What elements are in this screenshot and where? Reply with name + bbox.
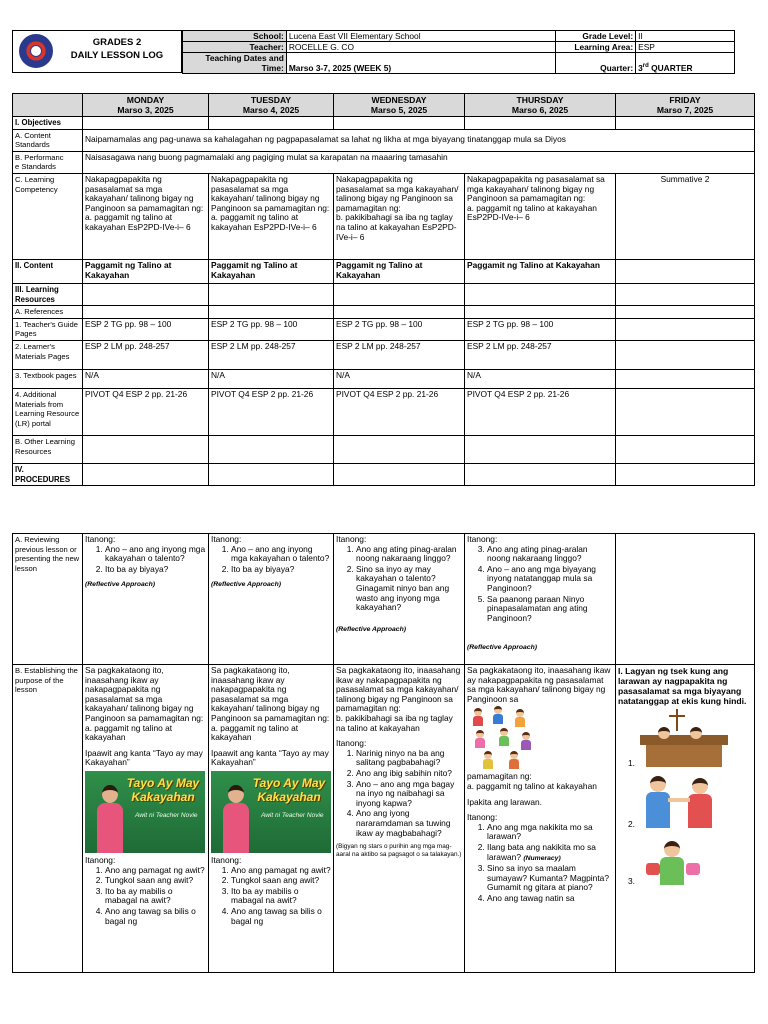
lm-tue: ESP 2 LM pp. 248-257: [209, 340, 334, 369]
textbook-mon: N/A: [83, 369, 209, 388]
content-label: II. Content: [13, 259, 83, 283]
textbook-wed: N/A: [334, 369, 465, 388]
competency-tue: Nakapagpapakita ng pasasalamat sa mga kakayahan/ talinong bigay ng Panginoon sa pamamagitan ng: a. paggamit ng talino at kakayahan EsP2PD-IVe-i– 6: [209, 173, 334, 259]
resources-label: III. Learning Resources: [13, 283, 83, 305]
area-label: Learning Area:: [556, 42, 636, 53]
header-logo-box: [12, 30, 182, 73]
quarrel-illustration: 2.: [628, 772, 752, 834]
establish-label: B. Establishing the purpose of the lesson: [13, 665, 83, 973]
textbook-thu: N/A: [465, 369, 616, 388]
other-resources-label: B. Other Learning Resources: [13, 435, 83, 463]
additional-mon: PIVOT Q4 ESP 2 pp. 21-26: [83, 388, 209, 435]
competency-wed: Nakapagpapakita ng pasasalamat sa mga kakayahan/ talinong bigay ng Panginoon sa pamamagitan ng: b. pakikibahagi sa iba ng taglay na talino at kakayahan EsP2PD-IVe-i– 6: [334, 173, 465, 259]
lm-mon: ESP 2 LM pp. 248-257: [83, 340, 209, 369]
review-thu: Itanong: 3. Ano ang ating pinag-aralan noong nakaraang linggo? 4. Ano – ano ang mga biyayang inyong natatanggap mula sa Panginoon? 5. Sa paanong paraan Ninyo pinapasalamatan ang ating Panginoon? (Reflective Approach): [465, 534, 616, 665]
additional-thu: PIVOT Q4 ESP 2 pp. 21-26: [465, 388, 616, 435]
review-label: A. Reviewing previous lesson or presenting the new lesson: [13, 534, 83, 665]
day-header-tue: TUESDAY Marso 4, 2025: [209, 94, 334, 117]
performance-standard-label: B. Performanc e Standards: [13, 151, 83, 173]
song-video-thumbnail[interactable]: Tayo Ay May Kakayahan Awit ni Teacher Novie: [211, 771, 331, 853]
content-mon: Paggamit ng Talino at Kakayahan: [83, 259, 209, 283]
grade-label: Grade Level:: [556, 31, 636, 42]
teacher-label: Teacher:: [183, 42, 287, 53]
lm-label: 2. Learner's Materials Pages: [13, 340, 83, 369]
competency-thu: Nakapagpapakita ng pasasalamat sa mga kakayahan/ talinong bigay ng Panginoon sa pamamagitan ng: a. paggamit ng talino at kakayahan EsP2PD-IVe-i– 6: [465, 173, 616, 259]
competency-mon: Nakapagpapakita ng pasasalamat sa mga kakayahan/ talinong bigay ng Panginoon sa pamamagitan ng: a. paggamit ng talino at kakayahan EsP2PD-IVe-i– 6: [83, 173, 209, 259]
objectives-label: I. Objectives: [13, 117, 83, 130]
song-video-thumbnail[interactable]: Tayo Ay May Kakayahan Awit ni Teacher Novie: [85, 771, 205, 853]
additional-wed: PIVOT Q4 ESP 2 pp. 21-26: [334, 388, 465, 435]
establish-mon: Sa pagkakataong ito, inaasahang ikaw ay nakapagpapakita ng pasasalamat sa mga kakayahan/ talinong bigay ng Panginoon sa pamamagitan ng: a. paggamit ng talino at kakayahan Ipaawit ang kanta “Tayo ay may Kakayahan” Tayo Ay May Kakayahan Awit ni Teacher Novie Itanong: 1. Ano ang pamagat ng awit? 2. Tungkol saan ang awit? 3. Ito ba ay mabilis o mabagal na awit? 4. Ano ang tawag sa bilis o bagal ng: [83, 665, 209, 973]
day-header-thu: THURSDAY Marso 6, 2025: [465, 94, 616, 117]
performance-standard-value: Naisasagawa nang buong pagmamalaki ang pagiging mulat sa karapatan na maaaring tamasahin: [83, 151, 755, 173]
area-value: ESP: [636, 42, 735, 53]
tg-tue: ESP 2 TG pp. 98 – 100: [209, 318, 334, 340]
review-wed: Itanong: 1. Ano ang ating pinag-aralan noong nakaraang linggo? 2. Sino sa inyo ay may kakayahan o talento? Ginagamit ninyo ban ang wasto ang inyong mga kakayahan? (Reflective Approach): [334, 534, 465, 665]
tg-mon: ESP 2 TG pp. 98 – 100: [83, 318, 209, 340]
talented-kids-illustration: [467, 706, 537, 770]
tg-label: 1. Teacher's Guide Pages: [13, 318, 83, 340]
log-title: GRADES 2 DAILY LESSON LOG: [70, 37, 164, 61]
establish-wed: Sa pagkakataong ito, inaasahang ikaw ay nakapagpapakita ng pasasalamat sa mga kakayahan/ talinong bigay ng Panginoon sa pamamagitan ng: b. pakikibahagi sa iba ng taglay na talino at kakayahan Itanong: 1. Narinig ninyo na ba ang salitang pagbabahagi? 2. Ano ang ibig sabihin nito? 3. Ano – ano ang mga bagay na inyo ng naibahagi sa inyong kapwa? 4. Ano ang iyong nararamdaman sa tuwing ikaw ay magbabahagi? (Bigyan ng stars o purihin ang mga mag-aaral na aktibo sa pagsagot o sa talakayan.): [334, 665, 465, 973]
prayer-illustration: 1.: [628, 709, 752, 769]
lm-wed: ESP 2 LM pp. 248-257: [334, 340, 465, 369]
tg-wed: ESP 2 TG pp. 98 – 100: [334, 318, 465, 340]
sharing-illustration: 3.: [628, 837, 752, 899]
references-label: A. References: [13, 306, 83, 319]
establish-tue: Sa pagkakataong ito, inaasahang ikaw ay nakapagpapakita ng pasasalamat sa mga kakayahan/ talinong bigay ng Panginoon sa pamamagitan ng: a. paggamit ng talino at kakayahan Ipaawit ang kanta “Tayo ay may Kakayahan” Tayo Ay May Kakayahan Awit ni Teacher Novie Itanong: 1. Ano ang pamagat ng awit? 2. Tungkol saan ang awit? 3. Ito ba ay mabilis o mabagal na awit? 4. Ano ang tawag sa bilis o bagal ng: [209, 665, 334, 973]
school-value: Lucena East VII Elementary School: [286, 31, 555, 42]
textbook-label: 3. Textbook pages: [13, 369, 83, 388]
review-tue: Itanong: 1. Ano – ano ang inyong mga kakayahan o talento? 2. Ito ba ay biyaya? (Reflective Approach): [209, 534, 334, 665]
textbook-tue: N/A: [209, 369, 334, 388]
content-tue: Paggamit ng Talino at Kakayahan: [209, 259, 334, 283]
competency-label: C. Learning Competency: [13, 173, 83, 259]
lm-thu: ESP 2 LM pp. 248-257: [465, 340, 616, 369]
grade-value: II: [636, 31, 735, 42]
lesson-log-table-2: [12, 533, 755, 973]
procedures-label: IV. PROCEDURES: [13, 463, 83, 485]
corner-cell: [13, 94, 83, 117]
day-header-fri: FRIDAY Marso 7, 2025: [616, 94, 755, 117]
content-thu: Paggamit ng Talino at Kakayahan: [465, 259, 616, 283]
dates-value: Marso 3-7, 2025 (WEEK 5): [286, 53, 555, 74]
lesson-log-table-1: [12, 93, 755, 486]
additional-label: 4. Additional Materials from Learning Resource (LR) portal: [13, 388, 83, 435]
review-mon: Itanong: 1. Ano – ano ang inyong mga kakayahan o talento? 2. Ito ba ay biyaya? (Reflective Approach): [83, 534, 209, 665]
quarter-value: 3rd QUARTER: [636, 53, 735, 74]
establish-fri: I. Lagyan ng tsek kung ang larawan ay nagpapakita ng pasasalamat sa mga biyayang natatanggap at ekis kung hindi. 1. 2. 3.: [616, 665, 755, 973]
deped-seal-icon: [19, 34, 53, 68]
content-standard-label: A. Content Standards: [13, 129, 83, 151]
tg-thu: ESP 2 TG pp. 98 – 100: [465, 318, 616, 340]
day-header-wed: WEDNESDAY Marso 5, 2025: [334, 94, 465, 117]
header-info-table: [182, 30, 735, 74]
competency-fri: Summative 2: [616, 173, 755, 259]
teacher-value: ROCELLE G. CO: [286, 42, 555, 53]
content-wed: Paggamit ng Talino at Kakayahan: [334, 259, 465, 283]
additional-tue: PIVOT Q4 ESP 2 pp. 21-26: [209, 388, 334, 435]
day-header-mon: MONDAY Marso 3, 2025: [83, 94, 209, 117]
quarter-label: Quarter:: [556, 53, 636, 74]
establish-thu: Sa pagkakataong ito, inaasahang ikaw ay nakapagpapakita ng pasasalamat sa mga kakayahan/ talinong bigay ng Panginoon sa pamamagitan ng: a. paggamit ng talino at kakayahan Ipakita ang larawan. Itanong: 1. Ano ang mga nakikita mo sa larawan? 2. Ilang bata ang nakikita mo sa larawan? (Numeracy) 3. Sino sa inyo sa maalam sumayaw? Kumanta? Magpinta? Gumamit ng gitara at piano? 4. Ano ang tawag natin sa: [465, 665, 616, 973]
content-standard-value: Naipamamalas ang pag-unawa sa kahalagahan ng pagpapasalamat sa lahat ng likha at mga biyayang tinatanggap mula sa Diyos: [83, 129, 755, 151]
dates-label: Teaching Dates and Time:: [183, 53, 287, 74]
school-label: School:: [183, 31, 287, 42]
